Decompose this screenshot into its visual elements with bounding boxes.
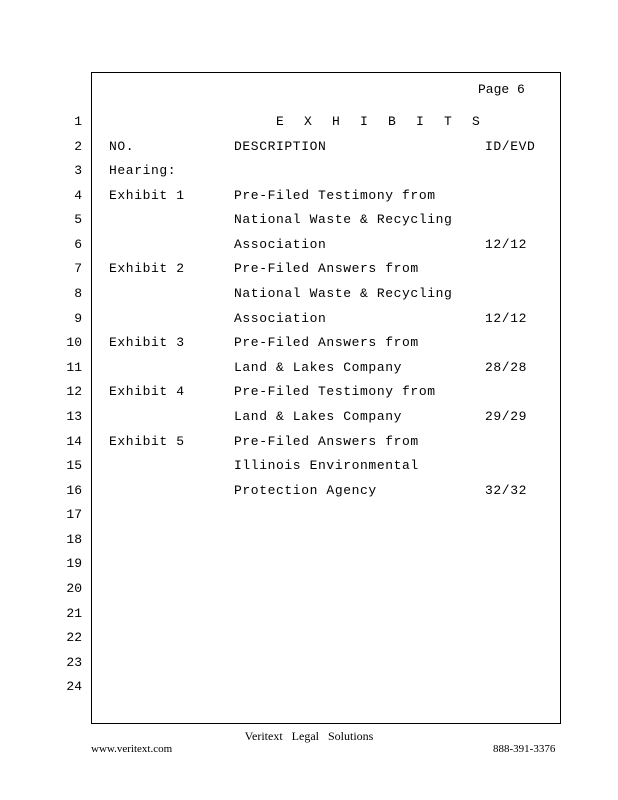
exhibit-id-evd: 32/32 xyxy=(485,483,528,498)
line-number: 1 xyxy=(74,114,82,129)
page-number: Page 6 xyxy=(478,82,525,97)
line-number: 5 xyxy=(74,212,82,227)
exhibit-id-evd: 12/12 xyxy=(485,237,528,252)
line-number: 12 xyxy=(66,384,82,399)
footer-website: www.veritext.com xyxy=(91,743,173,755)
exhibit-description: National Waste & Recycling xyxy=(234,212,453,227)
section-label: Hearing: xyxy=(109,163,177,178)
line-number: 6 xyxy=(74,237,82,252)
exhibit-number: Exhibit 1 xyxy=(109,188,185,203)
exhibit-description: Association xyxy=(234,237,327,252)
exhibit-number: Exhibit 4 xyxy=(109,384,185,399)
exhibit-id-evd: 29/29 xyxy=(485,409,528,424)
line-number: 9 xyxy=(74,311,82,326)
line-number: 4 xyxy=(74,188,82,203)
exhibits-title: E X H I B I T S xyxy=(276,114,487,129)
exhibit-id-evd: 12/12 xyxy=(485,311,528,326)
line-number: 15 xyxy=(66,458,82,473)
exhibit-description: Illinois Environmental xyxy=(234,458,419,473)
line-number: 3 xyxy=(74,163,82,178)
line-number: 10 xyxy=(66,335,82,350)
line-number: 21 xyxy=(66,606,82,621)
footer-company: Veritext Legal Solutions xyxy=(244,729,374,743)
exhibit-description: Pre-Filed Testimony from xyxy=(234,384,436,399)
exhibit-description: Pre-Filed Answers from xyxy=(234,261,419,276)
header-description: DESCRIPTION xyxy=(234,139,327,154)
line-number: 14 xyxy=(66,434,82,449)
exhibit-number: Exhibit 5 xyxy=(109,434,185,449)
line-number: 18 xyxy=(66,532,82,547)
exhibit-description: National Waste & Recycling xyxy=(234,286,453,301)
line-number: 2 xyxy=(74,139,82,154)
footer-phone: 888-391-3376 xyxy=(493,743,556,755)
exhibit-description: Pre-Filed Answers from xyxy=(234,434,419,449)
line-number: 13 xyxy=(66,409,82,424)
exhibit-description: Pre-Filed Testimony from xyxy=(234,188,436,203)
exhibit-id-evd: 28/28 xyxy=(485,360,528,375)
exhibit-number: Exhibit 2 xyxy=(109,261,185,276)
line-number: 22 xyxy=(66,630,82,645)
exhibit-description: Pre-Filed Answers from xyxy=(234,335,419,350)
line-number: 7 xyxy=(74,261,82,276)
exhibit-description: Protection Agency xyxy=(234,483,377,498)
header-id-evd: ID/EVD xyxy=(485,139,536,154)
exhibit-description: Land & Lakes Company xyxy=(234,360,403,375)
exhibit-description: Association xyxy=(234,311,327,326)
line-number: 8 xyxy=(74,286,82,301)
line-number: 20 xyxy=(66,581,82,596)
line-number: 24 xyxy=(66,679,82,694)
header-no: NO. xyxy=(109,139,135,154)
line-number: 19 xyxy=(66,556,82,571)
line-number: 17 xyxy=(66,507,82,522)
line-number: 16 xyxy=(66,483,82,498)
exhibit-description: Land & Lakes Company xyxy=(234,409,403,424)
exhibit-number: Exhibit 3 xyxy=(109,335,185,350)
line-number: 23 xyxy=(66,655,82,670)
line-number: 11 xyxy=(66,360,82,375)
